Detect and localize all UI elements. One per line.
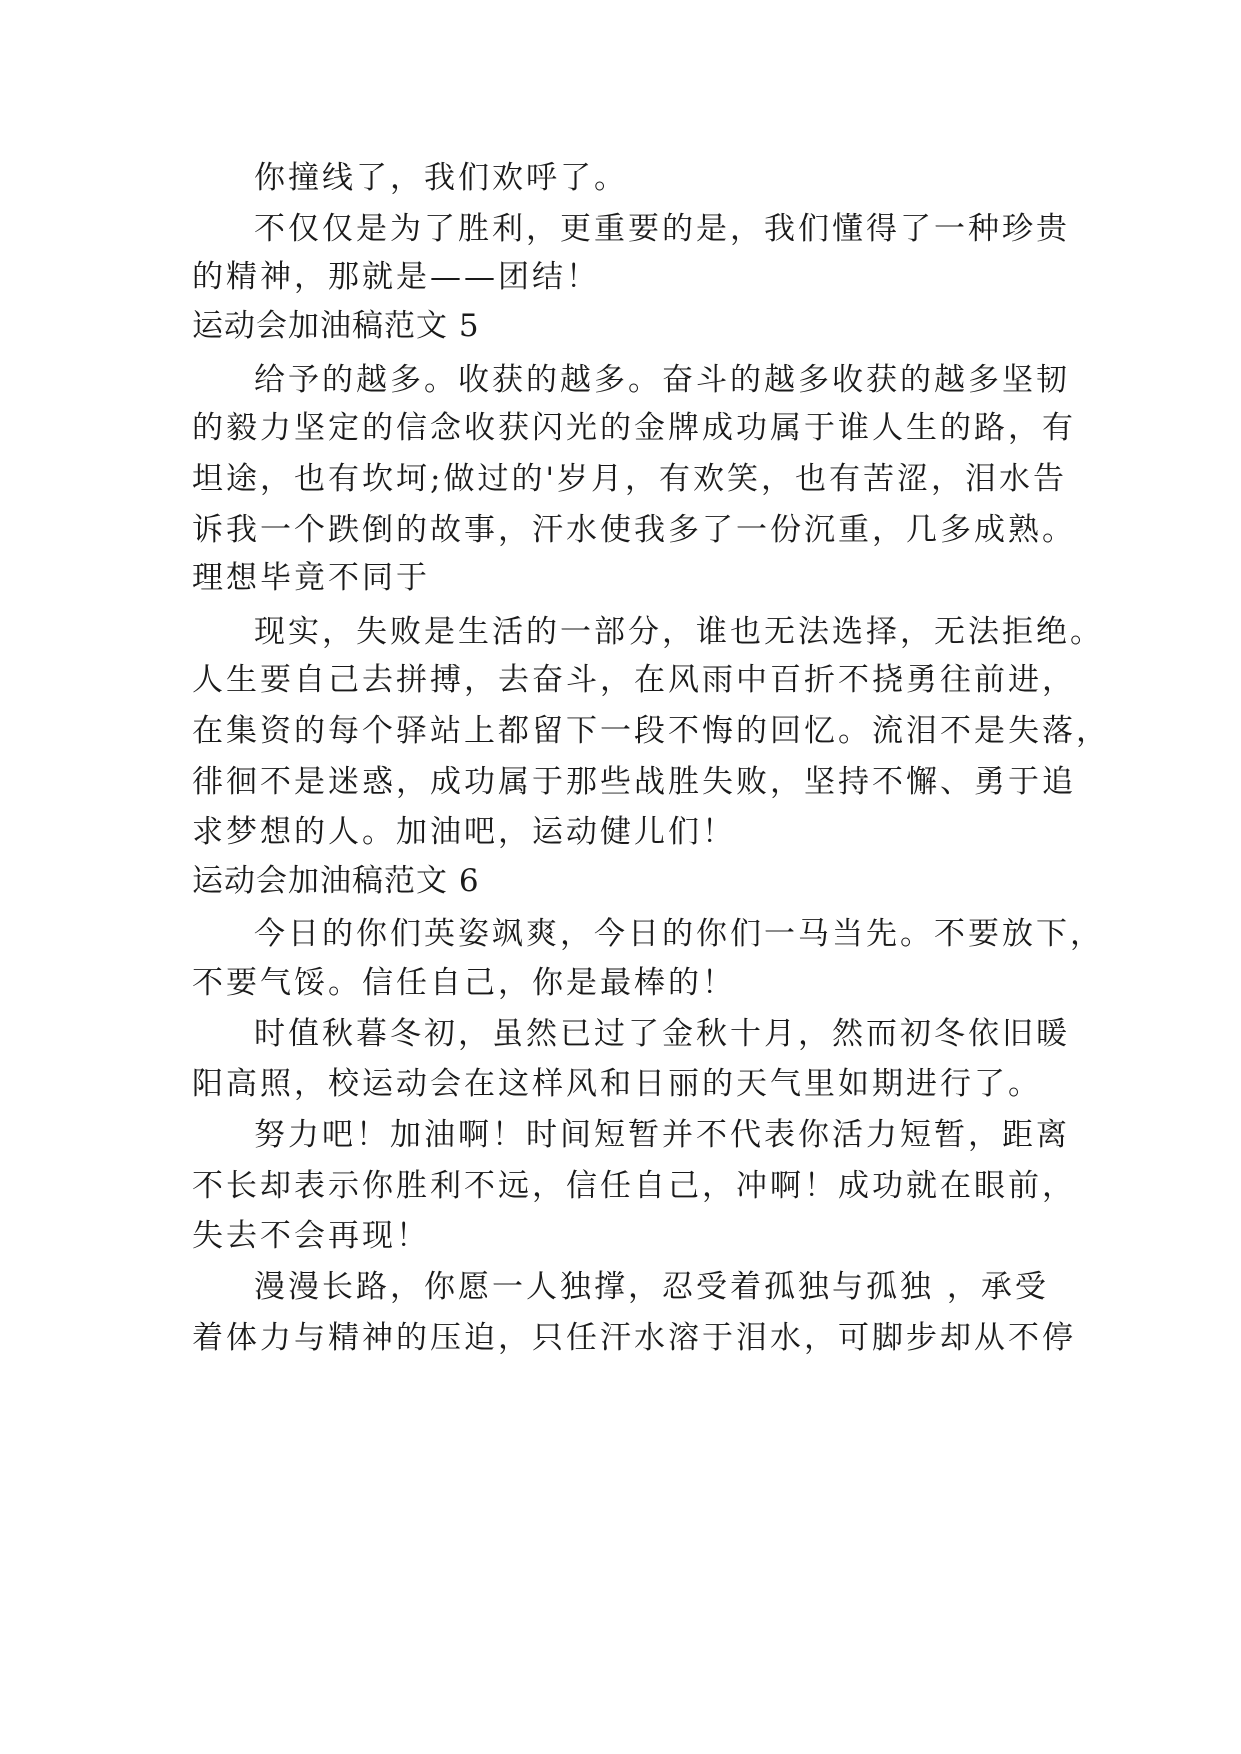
section-heading: 运动会加油稿范文 5 bbox=[192, 308, 480, 344]
paragraph-line: 漫漫长路，你愿一人独撑，忍受着孤独与孤独 ，承受 bbox=[254, 1269, 1049, 1305]
paragraph-line: 着体力与精神的压迫，只任汗水溶于泪水，可脚步却从不停 bbox=[192, 1320, 1076, 1356]
paragraph-line: 人生要自己去拼搏，去奋斗，在风雨中百折不挠勇往前进， bbox=[192, 662, 1076, 698]
paragraph-line: 的精神，那就是——团结！ bbox=[192, 259, 600, 295]
paragraph-line: 阳高照，校运动会在这样风和日丽的天气里如期进行了。 bbox=[192, 1066, 1042, 1102]
paragraph-line: 失去不会再现！ bbox=[192, 1218, 430, 1254]
paragraph-line: 徘徊不是迷惑，成功属于那些战胜失败，坚持不懈、勇于追 bbox=[192, 764, 1076, 800]
paragraph-line: 求梦想的人。加油吧，运动健儿们！ bbox=[192, 814, 736, 850]
paragraph-line: 现实，失败是生活的一部分，谁也无法选择，无法拒绝。 bbox=[254, 614, 1104, 650]
paragraph-line: 你撞线了，我们欢呼了。 bbox=[254, 160, 628, 196]
paragraph-line: 理想毕竟不同于 bbox=[192, 560, 430, 596]
paragraph-line: 今日的你们英姿飒爽，今日的你们一马当先。不要放下， bbox=[254, 916, 1104, 952]
paragraph-line: 坦途，也有坎坷;做过的'岁月，有欢笑，也有苦涩，泪水告 bbox=[192, 461, 1067, 497]
paragraph-line: 不长却表示你胜利不远，信任自己，冲啊！成功就在眼前， bbox=[192, 1168, 1076, 1204]
paragraph-line: 诉我一个跌倒的故事，汗水使我多了一份沉重，几多成熟。 bbox=[192, 512, 1076, 548]
paragraph-line: 的毅力坚定的信念收获闪光的金牌成功属于谁人生的路，有 bbox=[192, 410, 1076, 446]
paragraph-line: 在集资的每个驿站上都留下一段不悔的回忆。流泪不是失落， bbox=[192, 713, 1110, 749]
paragraph-line: 给予的越多。收获的越多。奋斗的越多收获的越多坚韧 bbox=[254, 362, 1070, 398]
section-heading: 运动会加油稿范文 6 bbox=[192, 863, 480, 899]
paragraph-line: 努力吧！加油啊！时间短暂并不代表你活力短暂，距离 bbox=[254, 1117, 1070, 1153]
paragraph-line: 不仅仅是为了胜利，更重要的是，我们懂得了一种珍贵 bbox=[254, 211, 1070, 247]
paragraph-line: 时值秋暮冬初，虽然已过了金秋十月，然而初冬依旧暖 bbox=[254, 1016, 1070, 1052]
paragraph-line: 不要气馁。信任自己，你是最棒的！ bbox=[192, 965, 736, 1001]
